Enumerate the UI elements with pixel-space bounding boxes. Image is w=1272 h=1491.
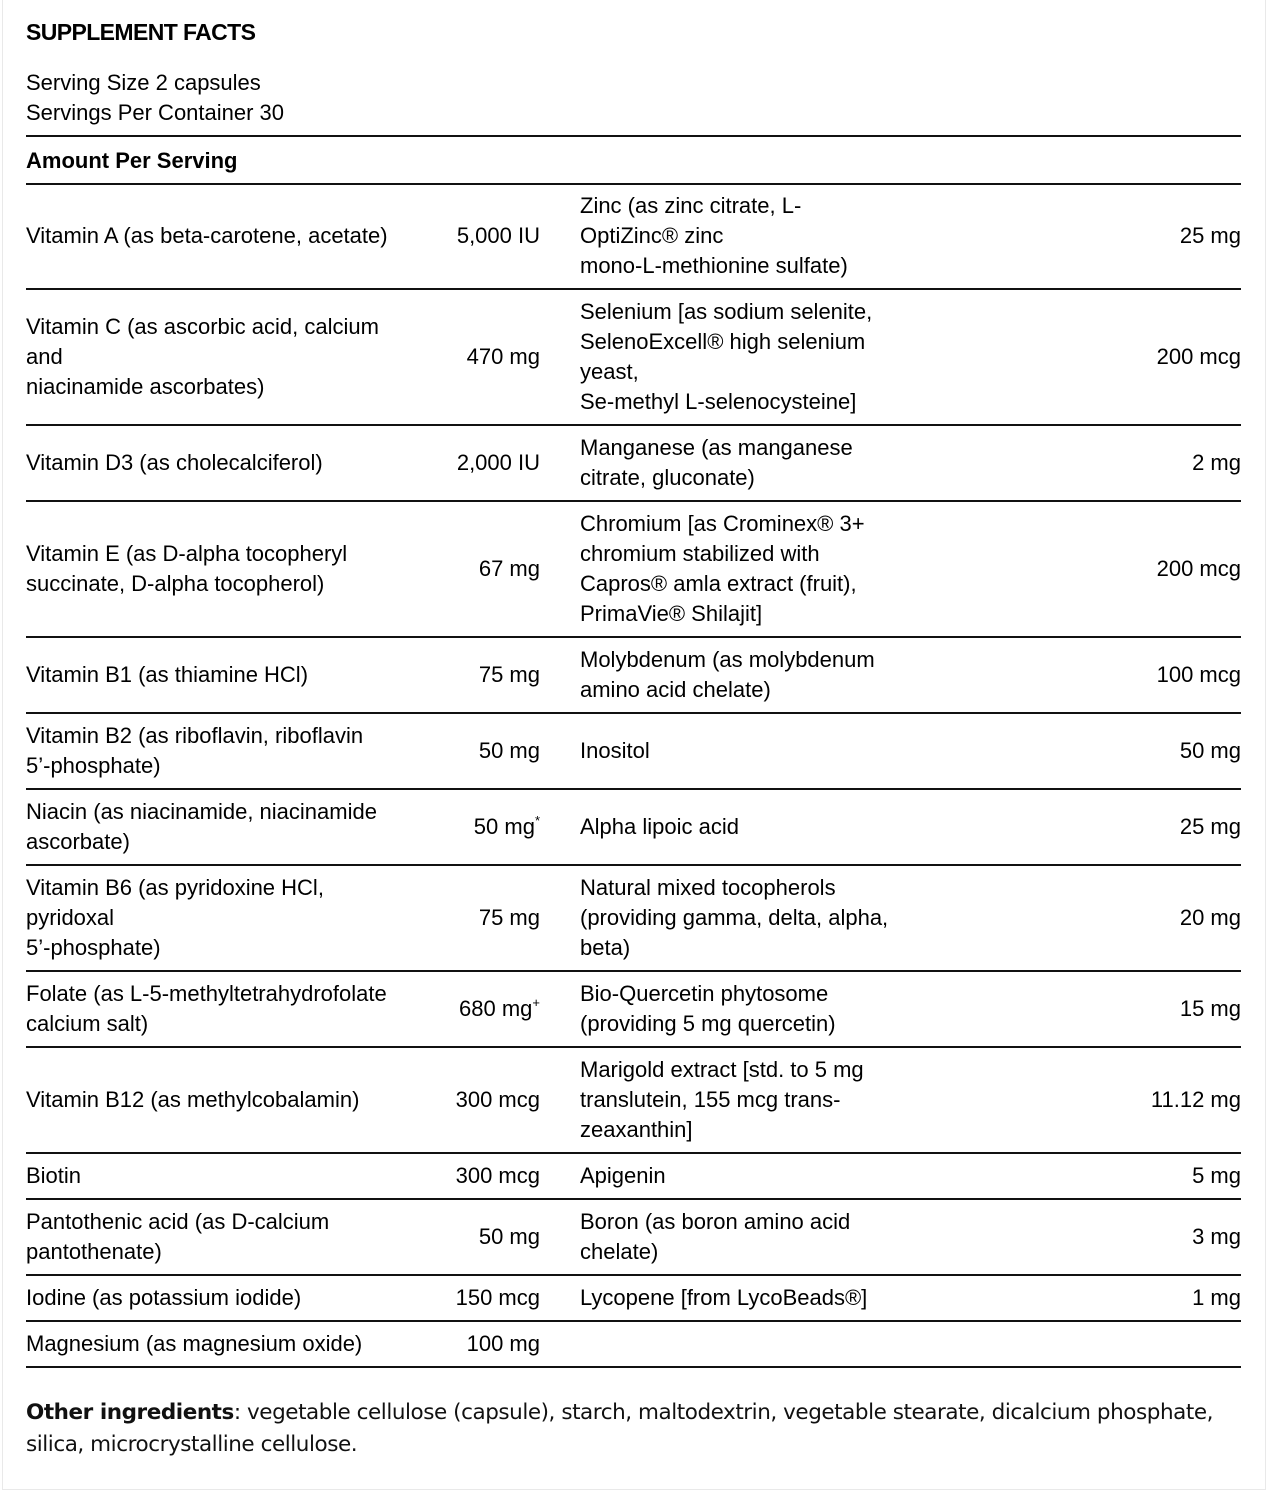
nutrient-amount-right-text: 25 mg xyxy=(1179,222,1241,248)
nutrient-name-left xyxy=(26,637,444,713)
nutrient-amount-left xyxy=(444,637,540,713)
nutrient-name-right-text: Chromium [as Crominex® 3+ chromium stabilized with Capros® amla extract (fruit), PrimaVie® Shilajit] xyxy=(580,511,865,626)
nutrient-amount-right-text: 2 mg xyxy=(1192,450,1241,475)
nutrient-name-left-text: Vitamin B12 (as methylcobalamin) xyxy=(26,1087,360,1112)
nutrient-name-left-text: Vitamin A (as beta-carotene, acetate) xyxy=(26,222,388,248)
nutrient-amount-left xyxy=(444,1321,540,1367)
column-gap xyxy=(540,1047,580,1153)
nutrient-amount-left-text: 680 mg xyxy=(459,996,533,1021)
nutrient-row xyxy=(26,1153,1241,1199)
nutrient-amount-right-text: 25 mg xyxy=(1179,814,1241,839)
nutrient-amount-left xyxy=(444,501,540,637)
nutrient-name-right-text: Boron (as boron amino acid chelate) xyxy=(580,1209,851,1264)
nutrient-name-right-text: Selenium [as sodium selenite, SelenoExcell® high selenium yeast, Se-methyl L-selenocysteine] xyxy=(580,299,873,414)
nutrient-name-right xyxy=(580,1153,961,1199)
nutrient-name-left-text: Magnesium (as magnesium oxide) xyxy=(26,1331,363,1356)
nutrient-name-right xyxy=(580,1047,961,1153)
nutrient-amount-right xyxy=(961,1275,1241,1321)
other-ingredients-label: Other ingredients xyxy=(26,1400,234,1425)
column-gap xyxy=(540,637,580,713)
nutrient-name-right-text: Manganese (as manganese citrate, gluconate) xyxy=(580,435,853,490)
nutrient-name-left xyxy=(26,289,444,425)
nutrient-amount-left xyxy=(444,1047,540,1153)
nutrient-name-left-text: Folate (as L-5-methyltetrahydrofolate calcium salt) xyxy=(26,981,387,1036)
nutrient-amount-left-text: 150 mcg xyxy=(455,1285,540,1310)
nutrient-name-left xyxy=(26,1275,444,1321)
nutrient-amount-left-text: 75 mg xyxy=(478,662,540,687)
serving-size: Serving Size 2 capsules xyxy=(26,70,261,95)
nutrient-name-right xyxy=(580,289,961,425)
nutrient-name-left-text: Vitamin B2 (as riboflavin, riboflavin 5’-phosphate) xyxy=(26,723,364,778)
nutrient-name-left xyxy=(26,1153,444,1199)
nutrient-amount-right xyxy=(961,1199,1241,1275)
nutrient-amount-right-text: 50 mg xyxy=(1179,738,1241,763)
nutrient-name-right xyxy=(580,637,961,713)
amount-per-serving-heading: Amount Per Serving xyxy=(26,148,238,173)
nutrient-name-left xyxy=(26,1321,444,1367)
nutrient-amount-left-text: 50 mg xyxy=(478,738,540,763)
nutrient-name-left-text: Vitamin B1 (as thiamine HCl) xyxy=(26,662,309,687)
panel-title: SUPPLEMENT FACTS xyxy=(26,19,256,45)
nutrient-amount-right xyxy=(961,183,1241,289)
nutrient-amount-left-text: 470 mg xyxy=(466,344,540,369)
nutrient-name-right xyxy=(580,713,961,789)
nutrient-amount-left-text: 100 mg xyxy=(466,1331,540,1356)
nutrient-amount-left-text: 300 mcg xyxy=(455,1087,540,1112)
nutrient-amount-left xyxy=(444,789,540,865)
nutrient-amount-right xyxy=(961,637,1241,713)
nutrient-amount-right-text: 15 mg xyxy=(1179,996,1241,1021)
nutrient-table xyxy=(26,183,1241,1368)
column-gap xyxy=(540,425,580,501)
nutrient-amount-left-text: 5,000 IU xyxy=(456,222,540,248)
nutrient-name-right xyxy=(580,789,961,865)
nutrient-name-left-text: Pantothenic acid (as D-calcium pantothenate) xyxy=(26,1209,330,1264)
nutrient-amount-left-text: 300 mcg xyxy=(455,1163,540,1188)
nutrient-amount-left xyxy=(444,971,540,1047)
nutrient-name-right-text: Alpha lipoic acid xyxy=(580,814,739,839)
nutrient-amount-right-text: 5 mg xyxy=(1192,1163,1241,1188)
nutrient-amount-right-text: 100 mcg xyxy=(1156,662,1241,687)
nutrient-name-left xyxy=(26,713,444,789)
column-gap xyxy=(540,971,580,1047)
nutrient-name-left-text: Vitamin E (as D-alpha tocopheryl succinate, D-alpha tocopherol) xyxy=(26,541,348,596)
nutrient-row xyxy=(26,789,1241,865)
nutrient-name-right xyxy=(580,183,961,289)
nutrient-amount-left xyxy=(444,1199,540,1275)
nutrient-name-right xyxy=(580,1275,961,1321)
other-ingredients-text: : vegetable cellulose (capsule), starch, maltodextrin, vegetable stearate, dicalcium phosphate, silica, microcrystalline cellulose. xyxy=(26,1400,1214,1457)
column-gap xyxy=(540,289,580,425)
nutrient-amount-right xyxy=(961,1153,1241,1199)
nutrient-amount-right xyxy=(961,289,1241,425)
nutrient-name-left xyxy=(26,183,444,289)
nutrient-amount-left xyxy=(444,425,540,501)
nutrient-name-right-text: Apigenin xyxy=(580,1163,666,1188)
nutrient-amount-right xyxy=(961,713,1241,789)
nutrient-name-right-text: Lycopene [from LycoBeads®] xyxy=(580,1285,868,1310)
nutrient-amount-right xyxy=(961,425,1241,501)
nutrient-name-left xyxy=(26,425,444,501)
footnote-mark: * xyxy=(534,813,540,828)
nutrient-amount-left xyxy=(444,183,540,289)
nutrient-row xyxy=(26,971,1241,1047)
nutrient-row xyxy=(26,1199,1241,1275)
nutrient-name-right xyxy=(580,971,961,1047)
nutrient-amount-left xyxy=(444,1153,540,1199)
nutrient-row xyxy=(26,1047,1241,1153)
nutrient-name-left-text: Vitamin B6 (as pyridoxine HCl, pyridoxal 5’-phosphate) xyxy=(26,875,324,960)
nutrient-amount-right xyxy=(961,789,1241,865)
nutrient-amount-right xyxy=(961,1047,1241,1153)
nutrient-amount-right-text: 20 mg xyxy=(1179,905,1241,930)
column-gap xyxy=(540,789,580,865)
nutrient-amount-left-text: 75 mg xyxy=(478,905,540,930)
nutrient-amount-right-text: 3 mg xyxy=(1192,1224,1241,1249)
nutrient-amount-right xyxy=(961,501,1241,637)
nutrient-name-left xyxy=(26,1199,444,1275)
nutrient-amount-left-text: 50 mg xyxy=(478,1224,540,1249)
nutrient-name-left xyxy=(26,501,444,637)
nutrient-name-left-text: Vitamin C (as ascorbic acid, calcium and niacinamide ascorbates) xyxy=(26,314,379,399)
nutrient-row xyxy=(26,637,1241,713)
nutrient-row xyxy=(26,501,1241,637)
nutrient-name-left xyxy=(26,865,444,971)
nutrient-row xyxy=(26,1321,1241,1367)
nutrient-amount-left xyxy=(444,1275,540,1321)
column-gap xyxy=(540,1275,580,1321)
column-gap xyxy=(540,183,580,289)
nutrient-name-left-text: Niacin (as niacinamide, niacinamide ascorbate) xyxy=(26,799,377,854)
nutrient-name-left-text: Biotin xyxy=(26,1163,82,1188)
nutrient-amount-right xyxy=(961,971,1241,1047)
other-ingredients xyxy=(26,1397,1226,1461)
nutrient-name-left-text: Iodine (as potassium iodide) xyxy=(26,1285,302,1310)
nutrient-row xyxy=(26,183,1241,289)
column-gap xyxy=(540,1153,580,1199)
nutrient-row xyxy=(26,865,1241,971)
nutrient-name-right xyxy=(580,1321,961,1367)
nutrient-amount-left-text: 67 mg xyxy=(478,556,540,581)
nutrient-name-right-text: Inositol xyxy=(580,738,650,763)
column-gap xyxy=(540,1321,580,1367)
nutrient-amount-right xyxy=(961,1321,1241,1367)
nutrient-name-right-text: Zinc (as zinc citrate, L- OptiZinc® zinc mono-L-methionine sulfate) xyxy=(580,192,848,278)
nutrient-amount-left xyxy=(444,713,540,789)
nutrient-amount-left-text: 50 mg xyxy=(473,814,535,839)
nutrient-row xyxy=(26,713,1241,789)
nutrient-amount-right xyxy=(961,865,1241,971)
nutrient-name-right-text: Natural mixed tocopherols (providing gamma, delta, alpha, beta) xyxy=(580,875,889,960)
nutrient-name-left xyxy=(26,1047,444,1153)
nutrient-amount-right-text: 200 mcg xyxy=(1156,344,1241,369)
servings-per-container: Servings Per Container 30 xyxy=(26,100,285,125)
nutrient-amount-right-text: 11.12 mg xyxy=(1150,1087,1241,1112)
nutrient-name-right xyxy=(580,501,961,637)
nutrient-amount-right-text: 1 mg xyxy=(1192,1285,1241,1310)
nutrient-row xyxy=(26,289,1241,425)
nutrient-name-right-text: Bio-Quercetin phytosome (providing 5 mg quercetin) xyxy=(580,981,836,1036)
nutrient-name-left-text: Vitamin D3 (as cholecalciferol) xyxy=(26,450,323,475)
nutrient-name-left xyxy=(26,971,444,1047)
nutrient-name-right xyxy=(580,1199,961,1275)
nutrient-row xyxy=(26,425,1241,501)
header-divider xyxy=(26,135,1241,137)
column-gap xyxy=(540,501,580,637)
nutrient-amount-left xyxy=(444,289,540,425)
nutrient-amount-left-text: 2,000 IU xyxy=(456,450,540,475)
footnote-mark: + xyxy=(532,995,540,1010)
nutrient-name-right-text: Marigold extract [std. to 5 mg translutein, 155 mcg trans- zeaxanthin] xyxy=(580,1057,864,1142)
nutrient-amount-left xyxy=(444,865,540,971)
nutrient-name-left xyxy=(26,789,444,865)
column-gap xyxy=(540,713,580,789)
nutrient-name-right xyxy=(580,865,961,971)
nutrient-name-right xyxy=(580,425,961,501)
column-gap xyxy=(540,1199,580,1275)
nutrient-row xyxy=(26,1275,1241,1321)
nutrient-amount-right-text: 200 mcg xyxy=(1156,556,1241,581)
nutrient-name-right-text: Molybdenum (as molybdenum amino acid chelate) xyxy=(580,647,875,702)
column-gap xyxy=(540,865,580,971)
